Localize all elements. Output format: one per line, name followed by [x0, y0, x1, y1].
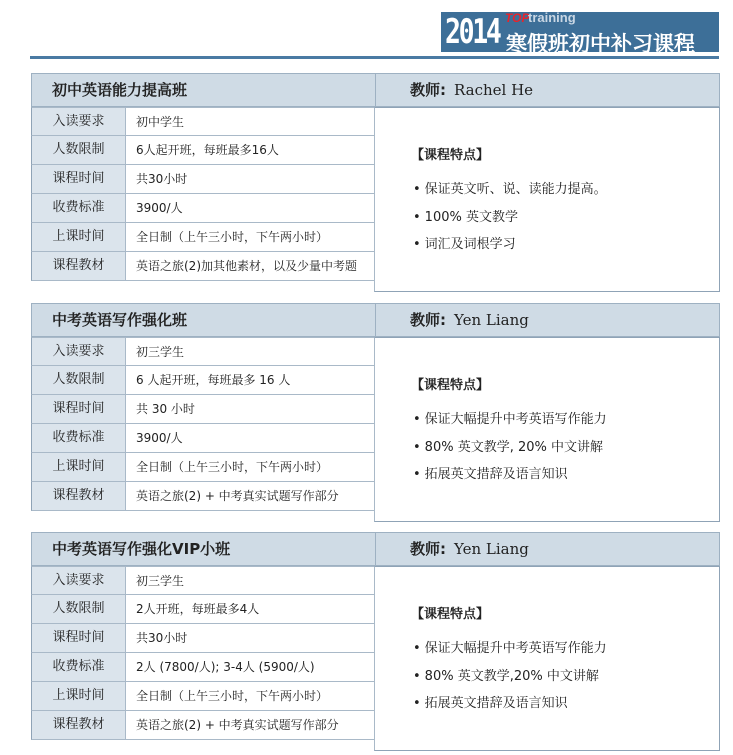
- course-teacher: [410, 74, 533, 106]
- row-value: 英语之旅(2) + 中考真实试题写作部分: [136, 489, 339, 503]
- row-label: 人数限制: [32, 366, 126, 394]
- row-value: 初三学生: [136, 574, 185, 588]
- feature-text: 100% 英文教学: [424, 210, 518, 225]
- page-title: 寒假班初中补习课程: [506, 32, 695, 56]
- course-info-table: [31, 337, 374, 511]
- row-value: 英语之旅(2) + 中考真实试题写作部分: [136, 718, 339, 732]
- bullet-icon: •: [413, 696, 421, 711]
- table-row: [31, 595, 374, 624]
- table-row: [31, 223, 374, 252]
- row-value: 3900/人: [136, 201, 183, 215]
- course-header: [31, 73, 720, 107]
- row-label: 上课时间: [32, 453, 126, 481]
- row-label: 课程时间: [32, 624, 126, 652]
- feature-text: 保证大幅提升中考英语写作能力: [424, 641, 607, 656]
- bullet-icon: •: [413, 182, 421, 197]
- table-row: [31, 682, 374, 711]
- row-label: 收费标准: [32, 194, 126, 222]
- row-value: 全日制（上午三小时，下午两小时）: [136, 230, 329, 244]
- teacher-name: Yen Liang: [454, 311, 529, 329]
- row-value: 初中学生: [136, 115, 185, 129]
- row-value: 2人开班，每班最多4人: [136, 602, 260, 616]
- bullet-icon: •: [413, 467, 421, 482]
- row-value: 初三学生: [136, 345, 185, 359]
- feature-text: 词汇及词根学习: [424, 237, 516, 252]
- row-label: 上课时间: [32, 682, 126, 710]
- course-info-table: [31, 566, 374, 740]
- header-divider: [375, 304, 376, 336]
- features-title: 【课程特点】: [411, 378, 490, 393]
- row-value: 共 30 小时: [136, 402, 195, 416]
- row-label: 上课时间: [32, 223, 126, 251]
- features-panel: [374, 566, 720, 751]
- table-row: [31, 337, 374, 366]
- row-label: 课程时间: [32, 395, 126, 423]
- feature-text: 保证英文听、说、读能力提高。: [424, 182, 607, 197]
- course-header: [31, 532, 720, 566]
- bullet-icon: •: [413, 237, 421, 252]
- row-value: 英语之旅(2)加其他素材，以及少量中考题: [136, 259, 357, 273]
- features-title: 【课程特点】: [411, 607, 490, 622]
- course-info-table: [31, 107, 374, 281]
- course-teacher: [410, 533, 529, 565]
- feature-item: [413, 637, 607, 656]
- table-row: [31, 366, 374, 395]
- header-rule: [30, 56, 719, 59]
- course-teacher: [410, 304, 529, 336]
- row-label: 入读要求: [32, 108, 126, 135]
- course-header: [31, 303, 720, 337]
- row-label: 课程教材: [32, 252, 126, 280]
- row-value: 6人起开班，每班最多16人: [136, 143, 279, 157]
- row-label: 课程教材: [32, 711, 126, 739]
- feature-item: [413, 206, 518, 225]
- table-row: [31, 711, 374, 740]
- table-row: [31, 252, 374, 281]
- table-row: [31, 194, 374, 223]
- row-value: 全日制（上午三小时，下午两小时）: [136, 689, 329, 703]
- row-value: 3900/人: [136, 431, 183, 445]
- row-value: 共30小时: [136, 631, 188, 645]
- row-label: 课程时间: [32, 165, 126, 193]
- table-row: [31, 482, 374, 511]
- feature-text: 80% 英文教学,20% 中文讲解: [424, 669, 599, 684]
- bullet-icon: •: [413, 412, 421, 427]
- teacher-label: 教师:: [410, 540, 446, 558]
- row-label: 人数限制: [32, 595, 126, 623]
- header-top-logo: TOP: [505, 11, 530, 25]
- features-panel: [374, 107, 720, 292]
- teacher-name: Rachel He: [454, 81, 534, 99]
- row-value: 全日制（上午三小时，下午两小时）: [136, 460, 329, 474]
- feature-item: [413, 233, 516, 252]
- feature-item: [413, 408, 607, 427]
- teacher-label: 教师:: [410, 81, 446, 99]
- feature-text: 80% 英文教学, 20% 中文讲解: [424, 440, 603, 455]
- feature-item: [413, 692, 568, 711]
- feature-text: 保证大幅提升中考英语写作能力: [424, 412, 607, 427]
- bullet-icon: •: [413, 669, 421, 684]
- row-label: 入读要求: [32, 567, 126, 594]
- feature-item: [413, 436, 603, 455]
- table-row: [31, 424, 374, 453]
- course-name: 中考英语写作强化班: [52, 311, 188, 329]
- bullet-icon: •: [413, 210, 421, 225]
- table-row: [31, 165, 374, 194]
- header-divider: [375, 533, 376, 565]
- feature-item: [413, 178, 607, 197]
- feature-text: 拓展英文措辞及语言知识: [424, 467, 568, 482]
- teacher-label: 教师:: [410, 311, 446, 329]
- row-label: 人数限制: [32, 136, 126, 164]
- row-value: 共30小时: [136, 172, 188, 186]
- table-row: [31, 107, 374, 136]
- features-panel: [374, 337, 720, 522]
- header-divider: [375, 74, 376, 106]
- bullet-icon: •: [413, 641, 421, 656]
- bullet-icon: •: [413, 440, 421, 455]
- table-row: [31, 136, 374, 165]
- row-value: 2人 (7800/人); 3-4人 (5900/人): [136, 660, 315, 674]
- row-value: 6 人起开班，每班最多 16 人: [136, 373, 291, 387]
- table-row: [31, 395, 374, 424]
- row-label: 课程教材: [32, 482, 126, 510]
- feature-text: 拓展英文措辞及语言知识: [424, 696, 568, 711]
- row-label: 入读要求: [32, 338, 126, 365]
- feature-item: [413, 463, 568, 482]
- row-label: 收费标准: [32, 653, 126, 681]
- course-name: 中考英语写作强化VIP小班: [52, 540, 231, 558]
- features-title: 【课程特点】: [411, 148, 490, 163]
- course-name: 初中英语能力提高班: [52, 81, 188, 99]
- feature-item: [413, 665, 599, 684]
- table-row: [31, 653, 374, 682]
- header-year: 2014: [445, 12, 500, 52]
- table-row: [31, 624, 374, 653]
- table-row: [31, 566, 374, 595]
- table-row: [31, 453, 374, 482]
- row-label: 收费标准: [32, 424, 126, 452]
- teacher-name: Yen Liang: [454, 540, 529, 558]
- header-training-logo: training: [528, 10, 576, 25]
- page-header: [0, 0, 733, 60]
